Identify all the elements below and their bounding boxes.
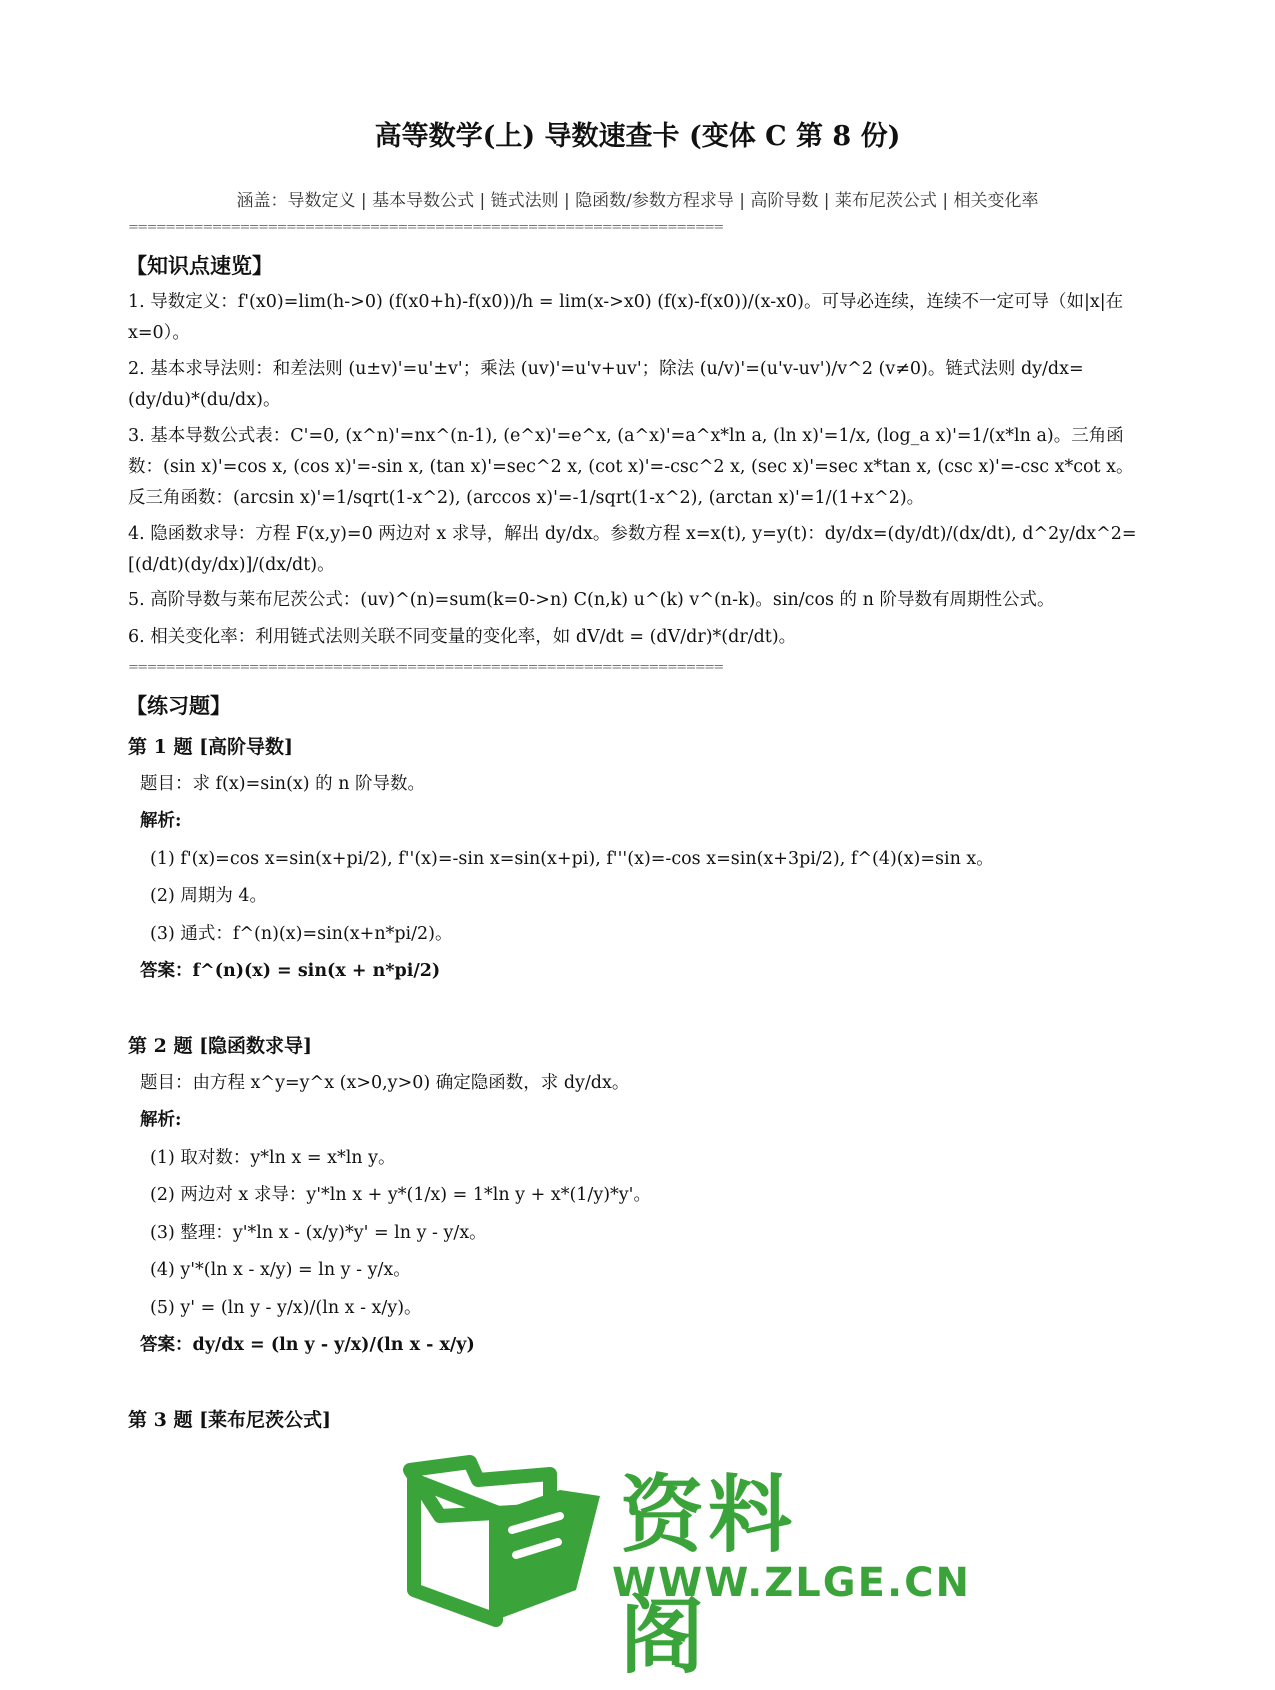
problem-1-step: (2) 周期为 4。 bbox=[150, 886, 268, 906]
exercises-heading: 【练习题】 bbox=[126, 693, 231, 718]
problem-1-analysis-label: 解析: bbox=[140, 811, 182, 831]
knowledge-item: 6. 相关变化率：利用链式法则关联不同变量的变化率，如 dV/dt = (dV/dr)*(dr/dt)。 bbox=[128, 627, 797, 647]
problem-1-title: 第 1 题 [高阶导数] bbox=[128, 736, 294, 758]
problem-2-step: (3) 整理：y'*ln x - (x/y)*y' = ln y - y/x。 bbox=[150, 1223, 487, 1243]
knowledge-item: 1. 导数定义：f'(x0)=lim(h->0) (f(x0+h)-f(x0))/h = lim(x->x0) (f(x)-f(x0))/(x-x0)。可导必连续，连续不一定可导（如|x|在 x=0）。 bbox=[128, 292, 1124, 343]
problem-1-step: (1) f'(x)=cos x=sin(x+pi/2), f''(x)=-sin x=sin(x+pi), f'''(x)=-cos x=sin(x+3pi/2), f^(4)(x)=sin x。 bbox=[150, 849, 994, 869]
problem-1-answer: 答案：f^(n)(x) = sin(x + n*pi/2) bbox=[140, 961, 441, 981]
knowledge-item: 4. 隐函数求导：方程 F(x,y)=0 两边对 x 求导，解出 dy/dx。参数方程 x=x(t), y=y(t)：dy/dx=(dy/dt)/(dx/dt), d^2y/dx^2=[(d/dt)(dy/dx)]/(dx/dt)。 bbox=[128, 524, 1137, 575]
watermark-text: 资料阁 bbox=[620, 1466, 797, 1685]
knowledge-item: 3. 基本导数公式表：C'=0, (x^n)'=nx^(n-1), (e^x)'=e^x, (a^x)'=a^x*ln a, (ln x)'=1/x, (log_a x)'=1/(x*ln a)。三角函数：(sin x)'=cos x, (cos x)'=-sin x, (tan x)'=sec^2 x, (cot x)'=-csc^2 x, (sec x)'=sec x*tan x, (csc x)'=-csc x*cot x。反三角函数：(arcsin x)'=1/sqrt(1-x^2), (arccos x)'=-1/sqrt(1-x^2), (arctan x)'=1/(1+x^2)。 bbox=[128, 426, 1134, 508]
watermark-url: WWW.ZLGE.CN bbox=[612, 1560, 971, 1606]
problem-2-step: (2) 两边对 x 求导：y'*ln x + y*(1/x) = 1*ln y + x*(1/y)*y'。 bbox=[150, 1185, 651, 1205]
knowledge-heading: 【知识点速览】 bbox=[126, 253, 273, 278]
problem-1-step: (3) 通式：f^(n)(x)=sin(x+n*pi/2)。 bbox=[150, 924, 453, 944]
problem-3-title: 第 3 题 [莱布尼茨公式] bbox=[128, 1409, 332, 1431]
page-title: 高等数学(上) 导数速查卡 (变体 C 第 8 份) bbox=[374, 121, 901, 152]
problem-2-answer: 答案：dy/dx = (ln y - y/x)/(ln x - x/y) bbox=[140, 1335, 475, 1355]
problem-1-question: 题目：求 f(x)=sin(x) 的 n 阶导数。 bbox=[140, 774, 426, 794]
problem-2-title: 第 2 题 [隐函数求导] bbox=[128, 1035, 313, 1057]
problem-2-step: (5) y' = (ln y - y/x)/(ln x - x/y)。 bbox=[150, 1298, 422, 1318]
knowledge-item: 5. 高阶导数与莱布尼茨公式：(uv)^(n)=sum(k=0->n) C(n,k) u^(k) v^(n-k)。sin/cos 的 n 阶导数有周期性公式。 bbox=[128, 590, 1055, 610]
page-subtitle: 涵盖：导数定义 | 基本导数公式 | 链式法则 | 隐函数/参数方程求导 | 高阶导数 | 莱布尼茨公式 | 相关变化率 bbox=[236, 191, 1039, 211]
problem-2-analysis-label: 解析: bbox=[140, 1110, 182, 1130]
divider-rule: ================================================================ bbox=[128, 220, 723, 235]
problem-2-step: (4) y'*(ln x - x/y) = ln y - y/x。 bbox=[150, 1260, 411, 1280]
book-folder-icon bbox=[400, 1440, 610, 1630]
watermark-logo bbox=[400, 1440, 971, 1685]
problem-2-question: 题目：由方程 x^y=y^x (x>0,y>0) 确定隐函数，求 dy/dx。 bbox=[140, 1073, 630, 1093]
divider-rule: ================================================================ bbox=[128, 660, 723, 675]
knowledge-item: 2. 基本求导法则：和差法则 (u±v)'=u'±v'；乘法 (uv)'=u'v+uv'；除法 (u/v)'=(u'v-uv')/v^2 (v≠0)。链式法则 dy/dx=(dy/du)*(du/dx)。 bbox=[128, 359, 1084, 410]
problem-2-step: (1) 取对数：y*ln x = x*ln y。 bbox=[150, 1148, 396, 1168]
